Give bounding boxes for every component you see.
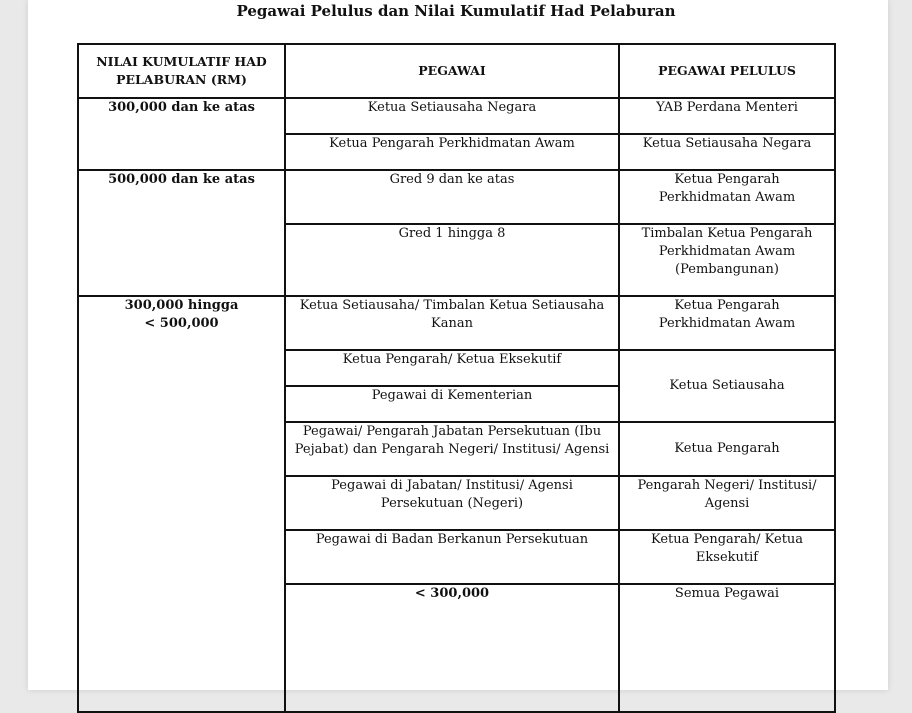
header-officer: PEGAWAI [285, 44, 619, 98]
officer-cell: Gred 1 hingga 8 [285, 224, 619, 296]
approver-cell: YAB Perdana Menteri [619, 98, 835, 134]
officer-cell: Semua Pegawai [619, 584, 835, 712]
officer-cell: Pegawai di Kementerian [285, 386, 619, 422]
approver-cell: Ketua Pengarah/ Ketua Eksekutif [619, 530, 835, 584]
officer-cell: Ketua Setiausaha Negara [285, 98, 619, 134]
header-investment-limit: NILAI KUMULATIF HAD PELABURAN (RM) [78, 44, 285, 98]
limit-line-2: < 500,000 [144, 316, 219, 331]
officer-cell: Ketua Pengarah Perkhidmatan Awam [285, 134, 619, 170]
limit-cell [78, 296, 285, 712]
limit-cell: 500,000 dan ke atas [78, 170, 285, 296]
officer-cell: Pegawai di Jabatan/ Institusi/ Agensi Persekutuan (Negeri) [285, 476, 619, 530]
table-row [78, 98, 835, 134]
document-title: Pegawai Pelulus dan Nilai Kumulatif Had Pelaburan [236, 2, 676, 20]
approval-table [77, 43, 836, 713]
officer-cell: Ketua Pengarah/ Ketua Eksekutif [285, 350, 619, 386]
table-row [78, 296, 835, 350]
limit-cell: < 300,000 [285, 584, 619, 712]
limit-line-1: 300,000 hingga [124, 298, 239, 313]
officer-cell: Pegawai/ Pengarah Jabatan Persekutuan (Ibu Pejabat) dan Pengarah Negeri/ Institusi/ Agensi [285, 422, 619, 476]
approver-cell: Pengarah Negeri/ Institusi/ Agensi [619, 476, 835, 530]
header-approving-officer: PEGAWAI PELULUS [619, 44, 835, 98]
approver-cell: Ketua Pengarah [619, 422, 835, 476]
approver-cell: Timbalan Ketua Pengarah Perkhidmatan Awam (Pembangunan) [619, 224, 835, 296]
approver-cell: Ketua Setiausaha [619, 350, 835, 422]
officer-cell: Ketua Setiausaha/ Timbalan Ketua Setiausaha Kanan [285, 296, 619, 350]
limit-cell: 300,000 dan ke atas [78, 98, 285, 170]
officer-cell: Pegawai di Badan Berkanun Persekutuan [285, 530, 619, 584]
approver-cell: Ketua Pengarah Perkhidmatan Awam [619, 296, 835, 350]
table-row [78, 170, 835, 224]
officer-cell: Gred 9 dan ke atas [285, 170, 619, 224]
approver-cell: Ketua Setiausaha Negara [619, 134, 835, 170]
approver-cell: Ketua Pengarah Perkhidmatan Awam [619, 170, 835, 224]
table-header-row [78, 44, 835, 98]
